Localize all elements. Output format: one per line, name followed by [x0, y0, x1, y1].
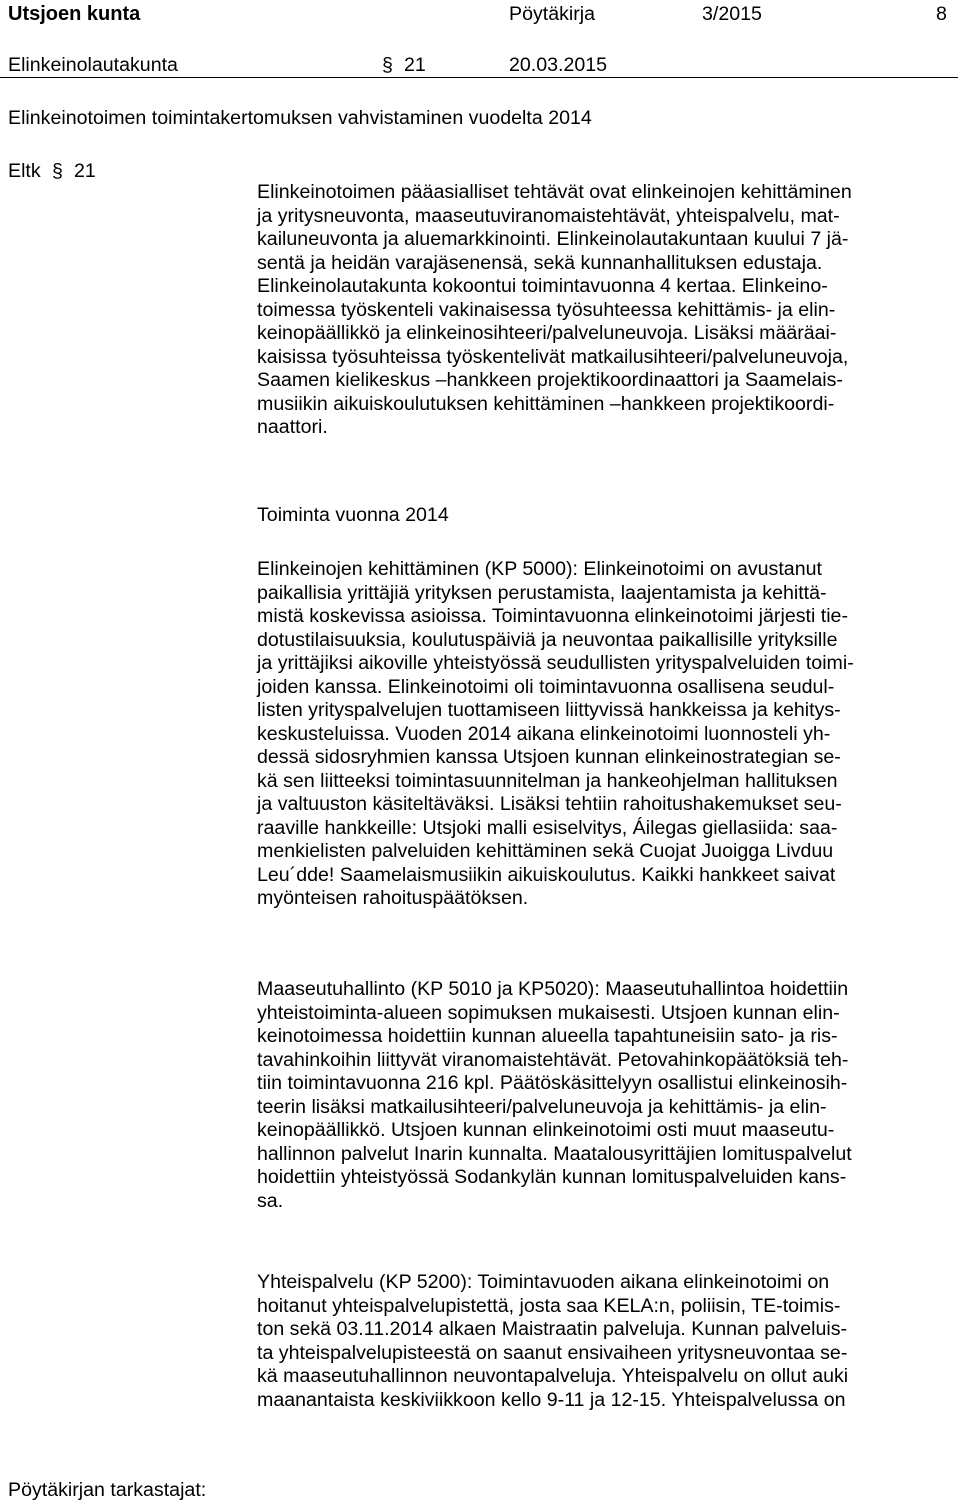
section-number: 21 — [404, 54, 426, 76]
text-line: dessä sidosryhmien kanssa Utsjoen kunnan elinkeinostrategian se- — [257, 746, 841, 768]
text-line: keinotoimessa hoidettiin kunnan alueella tapahtuneisiin sato- ja ris- — [257, 1025, 838, 1047]
text-line: kä maaseutuhallinnon neuvontapalveluja. Yhteispalvelu on ollut auki — [257, 1365, 849, 1387]
text-line: yhteistoiminta-alueen sopimuksen mukaisesti. Utsjoen kunnan elin- — [257, 1001, 840, 1024]
text-line: sentä ja heidän varajäsenensä, sekä kunnanhallituksen edustaja. — [257, 251, 823, 274]
text-line: Leu´dde! Saamelaismusiikin aikuiskoulutus. Kaikki hankkeet saivat — [257, 863, 836, 886]
text-line: Saamen kielikeskus –hankkeen projektikoordinaattori ja Saamelais- — [257, 369, 843, 391]
text-line: Elinkeinojen kehittäminen (KP 5000): Elinkeinotoimi on avustanut — [257, 558, 822, 580]
text-line: Elinkeinotoimen pääasialliset tehtävät ovat elinkeinojen kehittäminen — [257, 181, 852, 203]
text-line: kaisissa työsuhteissa työskentelivät matkailusihteeri/palveluneuvoja, — [257, 345, 849, 368]
text-line: hoidettiin yhteistyössä Sodankylän kunnan lomituspalveluiden kans- — [257, 1166, 847, 1188]
section-sign-icon: § — [52, 160, 63, 182]
text-line: tiin toimintavuonna 216 kpl. Päätöskäsittelyyn osallistui elinkeinosih- — [257, 1072, 848, 1094]
text-line: keskusteluissa. Vuoden 2014 aikana elinkeinotoimi luonnosteli yh- — [257, 722, 831, 745]
section-ref-label: Eltk — [8, 160, 41, 182]
text-line: ja yrittäjiksi aikoville yhteistyössä seudullisten yrityspalveluiden toimi- — [257, 652, 854, 674]
signatories-label: Pöytäkirjan tarkastajat: — [8, 1479, 207, 1501]
text-line: naattori. — [257, 416, 328, 438]
text-line: raaville hankkeille: Utsjoki malli esiselvitys, Áilegas giellasiida: saa- — [257, 816, 838, 839]
committee-name: Elinkeinolautakunta — [8, 54, 178, 76]
text-line: hallinnon palvelut Inarin kunnalta. Maatalousyrittäjien lomituspalvelut — [257, 1142, 852, 1165]
text-line: toimessa työskenteli vakinaisessa työsuhteessa kehittämis- ja elin- — [257, 298, 836, 321]
text-line: menkielisten palveluiden kehittäminen sekä Cuojat Juoigga Livduu — [257, 840, 834, 862]
text-line: joiden kanssa. Elinkeinotoimi oli toimintavuonna osallisena seudul- — [257, 675, 835, 698]
text-line: ja valtuuston käsiteltäväksi. Lisäksi tehtiin rahoitushakemukset seu- — [257, 793, 842, 815]
text-line: paikallisia yrittäjiä yrityksen perustamista, laajentamista ja kehittä- — [257, 581, 827, 604]
text-line: ta yhteispalvelupisteestä on saanut ensivaiheen yritysneuvontaa se- — [257, 1341, 848, 1364]
text-line: tavahinkoihin liittyvät viranomaistehtävät. Petovahinkopäätöksiä teh- — [257, 1048, 849, 1071]
text-line: Maaseutuhallinto (KP 5010 ja KP5020): Maaseutuhallintoa hoidettiin — [257, 978, 849, 1000]
text-line: myönteisen rahoituspäätöksen. — [257, 887, 529, 909]
section-ref-number: 21 — [74, 160, 96, 182]
page-number: 8 — [936, 3, 947, 25]
header-divider — [0, 77, 958, 78]
text-line: ton sekä 03.11.2014 alkaen Maistraatin palveluja. Kunnan palveluis- — [257, 1318, 848, 1340]
text-line: kailuneuvonta ja aluemarkkinointi. Elinkeinolautakuntaan kuului 7 jä- — [257, 228, 849, 250]
text-line: ja yritysneuvonta, maaseutuviranomaistehtävät, yhteispalvelu, mat- — [257, 204, 840, 227]
text-line: hoitanut yhteispalvelupistettä, josta saa KELA:n, poliisin, TE-toimis- — [257, 1294, 841, 1317]
text-line: keinopäällikkö. Utsjoen kunnan elinkeinotoimi osti muut maaseutu- — [257, 1119, 835, 1141]
section-sign-icon: § — [382, 54, 393, 76]
page-title: Elinkeinotoimen toimintakertomuksen vahvistaminen vuodelta 2014 — [8, 107, 592, 129]
text-line: maanantaista keskiviikkoon kello 9-11 ja 12-15. Yhteispalvelussa on — [257, 1388, 846, 1411]
text-line: musiikin aikuiskoulutuksen kehittäminen –hankkeen projektikoordi- — [257, 392, 835, 415]
text-line: dotustilaisuuksia, koulutuspäiviä ja neuvontaa paikallisille yrityksille — [257, 628, 838, 651]
document-number: 3/2015 — [702, 3, 762, 25]
meeting-date: 20.03.2015 — [509, 54, 608, 76]
text-line: sa. — [257, 1189, 284, 1212]
municipality-name: Utsjoen kunta — [8, 3, 141, 25]
text-line: listen yrityspalvelujen tuottamiseen liittyvissä hankkeissa ja kehitys- — [257, 699, 841, 721]
text-line: mistä koskevissa asioissa. Toimintavuonna elinkeinotoimi järjesti tie- — [257, 605, 848, 627]
subheading-text: Toiminta vuonna 2014 — [257, 504, 449, 526]
document-type: Pöytäkirja — [509, 3, 596, 25]
text-line: kä sen liitteeksi toimintasuunnitelman ja hankeohjelman hallituksen — [257, 769, 838, 792]
text-line: Yhteispalvelu (KP 5200): Toimintavuoden aikana elinkeinotoimi on — [257, 1271, 830, 1293]
text-line: teerin lisäksi matkailusihteeri/palveluneuvoja ja kehittämis- ja elin- — [257, 1095, 827, 1118]
text-line: keinopäällikkö ja elinkeinosihteeri/palveluneuvoja. Lisäksi määräai- — [257, 322, 837, 344]
text-line: Elinkeinolautakunta kokoontui toimintavuonna 4 kertaa. Elinkeino- — [257, 275, 828, 297]
